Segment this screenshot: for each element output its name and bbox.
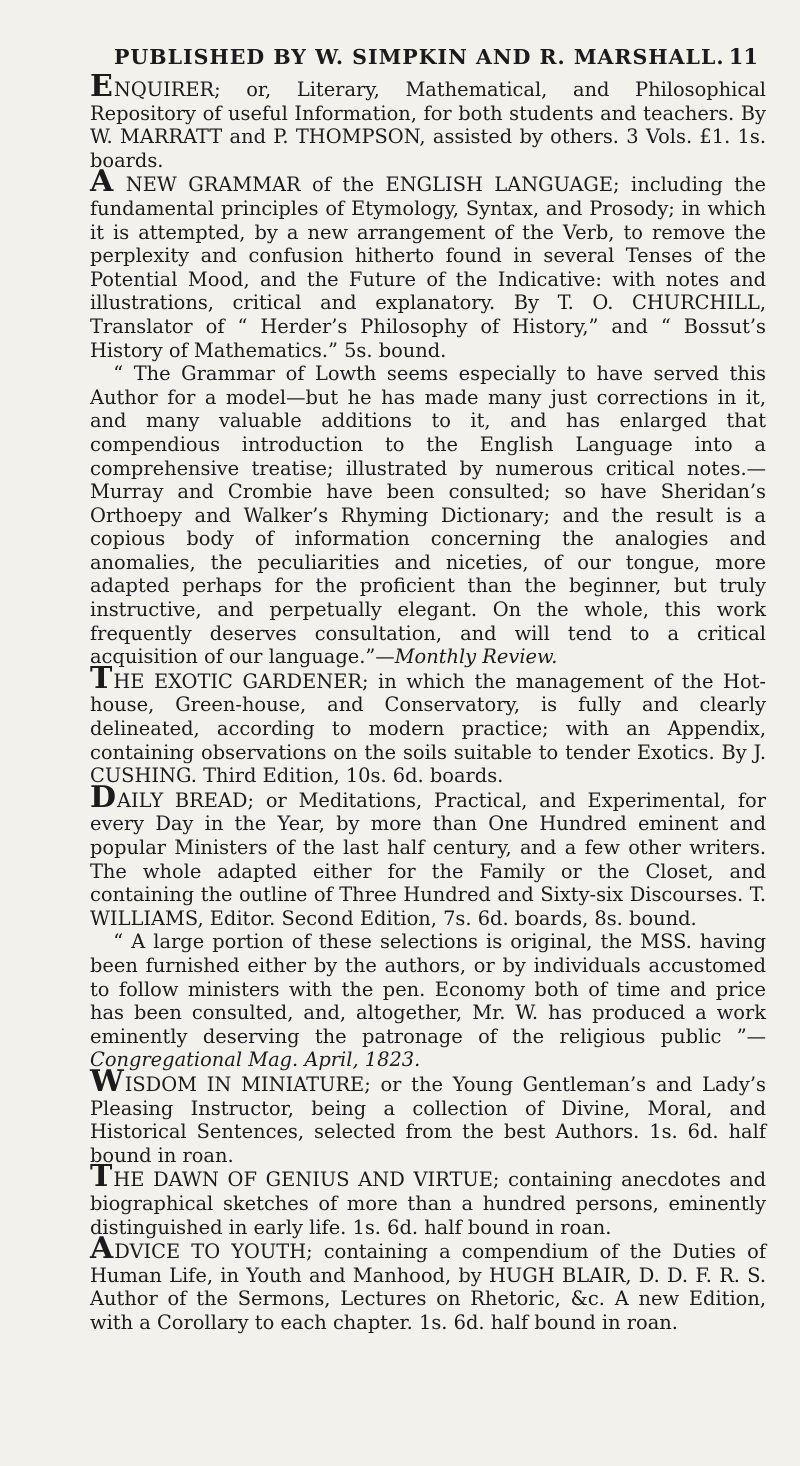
catalogue-entries — [90, 69, 766, 1334]
quote-text: “ A large portion of these selections is original, the MSS. having been furnished either by the authors, or by individuals accustomed to follow ministers with the pen. Economy both of time and price has been consulted, and, altogether, Mr. W. has produced a work eminently deserving the patronage of the religious public ”— — [90, 930, 766, 1048]
entry-wisdom-miniature — [90, 1063, 766, 1167]
entry-exotic-gardener — [90, 660, 766, 788]
entry-text: NQUIRER; or, Literary, Mathematical, and Philosophical Repository of useful Information, for both students and teachers. By W. MARRATT and P. THOMPSON, assisted by others. 3 Vols. £1. 1s. boards. — [90, 78, 766, 172]
entry-initial: W — [90, 1063, 124, 1099]
entry-text: ISDOM IN MINIATURE; or the Young Gentleman’s and Lady’s Pleasing Instructor, being a collection of Divine, Moral, and Historical Sentences, selected from the best Authors. 1s. 6d. half bound in roan. — [90, 1072, 766, 1167]
running-head — [90, 44, 766, 69]
entry-initial: T — [90, 1159, 113, 1195]
entry-enquirer — [90, 69, 766, 172]
page-number: 11 — [728, 44, 758, 69]
quote-text: “ The Grammar of Lowth seems especially to have served this Author for a model—but he has made many just corrections in it, and many valuable additions to it, and has enlarged that compendious introduction to the English Language into a comprehensive treatise; illustrated by numerous critical notes.—Murray and Crombie have been consulted; so have Sheridan’s Orthoepy and Walker’s Rhyming Dictionary; and the result is a copious body of information concerning the analogies and anomalies, the peculiarities and niceties, of our tongue, more adapted perhaps for the proficient than the beginner, but truly instructive, and perpetually elegant. On the whole, this work frequently deserves consultation, and will tend to a critical acquisition of our language.”— — [90, 362, 766, 669]
entry-text: DVICE TO YOUTH; containing a compendium of the Duties of Human Life, in Youth and Manhood, by HUGH BLAIR, D. D. F. R. S. Author of the Sermons, Lectures on Rhetoric, &c. A new Edition, with a Corollary to each chapter. 1s. 6d. half bound in roan. — [90, 1240, 766, 1334]
review-quote-grammar — [90, 362, 766, 669]
publisher-line: PUBLISHED BY W. SIMPKIN AND R. MARSHALL. — [114, 45, 725, 69]
quote-source: Congregational Mag. April, 1823. — [90, 1048, 421, 1072]
entry-advice-to-youth — [90, 1231, 766, 1334]
review-quote-daily-bread — [90, 930, 766, 1072]
entry-text: AILY BREAD; or Meditations, Practical, and Experimental, for every Day in the Year, by more than One Hundred eminent and popular Ministers of the last half century, and a few other writers. The whole adapted either for the Family or the Closet, and containing the outline of Three Hundred and Sixty-six Discourses. T. WILLIAMS, Editor. Second Edition, 7s. 6d. boards, 8s. bound. — [90, 788, 766, 930]
entry-initial: A — [90, 1231, 114, 1267]
entry-initial: E — [90, 69, 113, 104]
entry-initial: T — [90, 660, 113, 696]
entry-daily-bread — [90, 779, 766, 931]
entry-dawn-of-genius — [90, 1159, 766, 1239]
entry-initial: A — [90, 164, 114, 200]
entry-grammar — [90, 164, 766, 362]
entry-text: HE EXOTIC GARDENER; in which the management of the Hot-house, Green-house, and Conservatory, is fully and clearly delineated, according to modern practice; with an Appendix, containing observations on the soils suitable to tender Exotics. By J. CUSHING. Third Edition, 10s. 6d. boards. — [90, 669, 766, 788]
entry-text: NEW GRAMMAR of the ENGLISH LANGUAGE; including the fundamental principles of Etymology, Syntax, and Prosody; in which it is attempted, by a new arrangement of the Verb, to remove the perplexity and confusion hitherto found in several Tenses of the Potential Mood, and the Future of the Indicative: with notes and illustrations, critical and explanatory. By T. O. CHURCHILL, Translator of “ Herder’s Philosophy of History,” and “ Bossut’s History of Mathematics.” 5s. bound. — [90, 173, 766, 362]
entry-initial: D — [90, 779, 117, 815]
entry-text: HE DAWN OF GENIUS AND VIRTUE; containing anecdotes and biographical sketches of more than a hundred persons, eminently distinguished in early life. 1s. 6d. half bound in roan. — [90, 1168, 766, 1239]
quote-source: Monthly Review. — [394, 645, 558, 669]
